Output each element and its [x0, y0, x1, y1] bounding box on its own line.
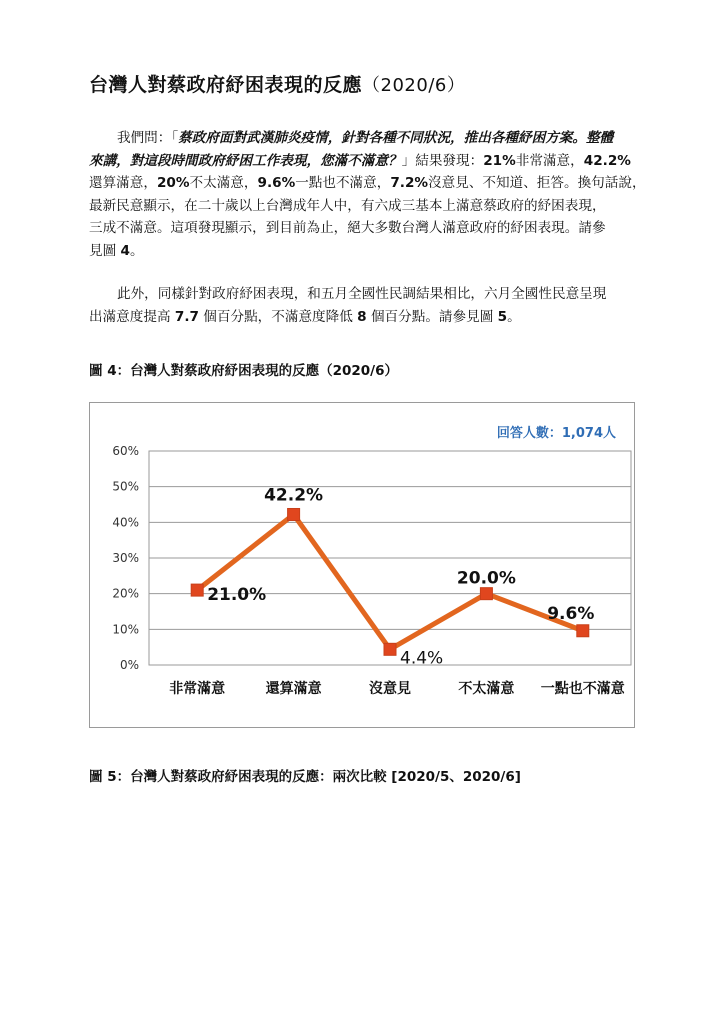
data-point-marker: [577, 625, 589, 637]
para1-line: [89, 240, 641, 263]
para2-number: 7.7: [174, 308, 199, 325]
para2-number: 8: [357, 308, 367, 325]
para1-number: 4: [120, 242, 130, 259]
para1-text: 」結果發現：: [401, 152, 484, 169]
para1-text: 還算滿意，: [89, 175, 157, 191]
x-category-label: 非常滿意: [169, 681, 226, 697]
paragraph-survey-result: [89, 127, 646, 262]
data-label: 21.0%: [207, 585, 267, 606]
para2-line: 此外，同樣針對政府紓困表現，和五月全國性民調結果相比，六月全國性民意呈現: [117, 286, 607, 302]
title-date: （2020/6）: [362, 75, 466, 96]
respondents-count: 回答人數：1,074人: [496, 426, 616, 441]
y-tick-label: 10%: [112, 622, 139, 637]
para1-line: [89, 150, 641, 173]
para1-text: 一點也不滿意，: [295, 175, 391, 191]
line-chart-svg: [90, 403, 634, 727]
para2-text: 。: [507, 308, 521, 325]
y-tick-label: 60%: [112, 444, 139, 458]
data-point-marker: [480, 588, 492, 600]
chart-labels: [112, 444, 624, 697]
para1-line: 三成不滿意。這項發現顯示，到目前為止，絕大多數台灣人滿意政府的紓困表現。請參: [89, 220, 606, 236]
para1-number: 42.2%: [583, 152, 631, 169]
page-title: [89, 70, 465, 97]
para2-text: 個百分點，不滿意度降低: [198, 308, 358, 325]
para1-number: 20%: [156, 175, 190, 191]
data-point-marker: [191, 584, 203, 596]
paragraph-comparison: [89, 283, 641, 328]
figure4-chart: [89, 402, 635, 728]
para1-text: 非常滿意，: [515, 152, 584, 169]
y-tick-label: 30%: [112, 551, 139, 565]
para1-text: 。: [129, 242, 144, 259]
para1-lead: 我們問：「: [117, 130, 179, 146]
para1-line: [89, 172, 646, 195]
data-point-marker: [288, 508, 300, 520]
data-label: 4.4%: [400, 648, 444, 669]
para1-question-part1: 蔡政府面對武漢肺炎疫情，針對各種不同狀況，推出各種紓困方案。整體: [178, 130, 614, 146]
figure5-caption: 圖 5：台灣人對蔡政府紓困表現的反應：兩次比較 [2020/5、2020/6]: [89, 769, 521, 785]
data-label: 9.6%: [547, 603, 595, 624]
x-category-label: 還算滿意: [265, 681, 322, 697]
para1-line: 最新民意顯示，在二十歲以上台灣成年人中，有六成三基本上滿意蔡政府的紓困表現，: [89, 197, 606, 214]
data-label: 42.2%: [264, 485, 324, 506]
para1-text: 見圖: [89, 242, 121, 259]
x-category-label: 一點也不滿意: [540, 681, 625, 697]
data-label: 20.0%: [456, 568, 516, 589]
para1-text: 沒意見、不知道、拒答。換句話說，: [428, 175, 646, 191]
para2-line: [89, 306, 641, 329]
para1-line: [89, 127, 641, 150]
y-tick-label: 0%: [119, 658, 139, 672]
x-category-label: 不太滿意: [458, 681, 515, 697]
para2-number: 5: [497, 308, 508, 325]
para1-number: 21%: [483, 152, 516, 169]
figure4-caption: 圖 4：台灣人對蔡政府紓困表現的反應（2020/6）: [89, 363, 398, 379]
title-text: 台灣人對蔡政府紓困表現的反應: [89, 74, 363, 96]
para2-text: 個百分點。請參見圖: [366, 308, 498, 325]
para1-text: 不太滿意，: [189, 175, 258, 191]
data-point-marker: [384, 643, 396, 655]
para1-question-part2: 來講，對這段時間政府紓困工作表現，您滿不滿意？: [89, 152, 402, 169]
y-tick-label: 50%: [112, 479, 139, 494]
para2-text: 出滿意度提高: [89, 308, 175, 325]
para1-number: 7.2%: [390, 175, 429, 191]
chart-plot-area: [149, 451, 631, 665]
y-tick-label: 40%: [112, 515, 139, 530]
x-category-label: 沒意見: [369, 681, 411, 697]
para1-number: 9.6%: [257, 175, 296, 191]
chart-series: [191, 508, 589, 655]
y-tick-label: 20%: [112, 586, 139, 601]
